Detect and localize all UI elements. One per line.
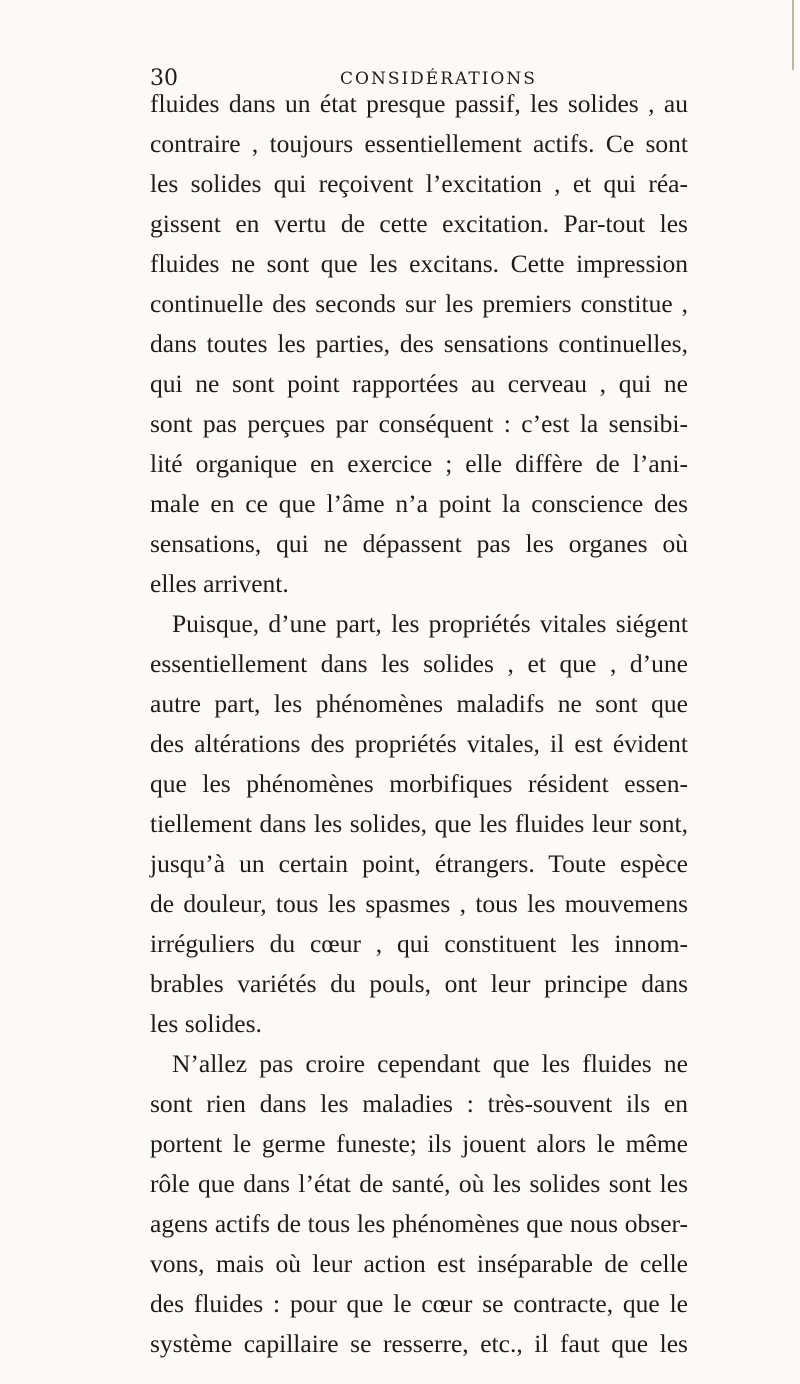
text-line: autre part, les phénomènes maladifs ne sont que bbox=[150, 689, 688, 718]
text-line: sont rien dans les maladies : très-souvent ils en bbox=[150, 1089, 688, 1118]
text-line: N’allez pas croire cependant que les fluides ne bbox=[172, 1049, 688, 1078]
text-line: dans toutes les parties, des sensations continuelles, bbox=[150, 329, 688, 358]
text-line: irréguliers du cœur , qui constituent les innom- bbox=[150, 929, 688, 958]
text-line: lité organique en exercice ; elle diffère de l’ani- bbox=[150, 449, 688, 478]
text-line: que les phénomènes morbifiques résident essen- bbox=[150, 769, 688, 798]
text-line: système capillaire se resserre, etc., il faut que les bbox=[150, 1329, 688, 1358]
text-line: elles arrivent. bbox=[150, 569, 289, 598]
text-line: rôle que dans l’état de santé, où les solides sont les bbox=[150, 1169, 688, 1198]
page-edge-line bbox=[792, 0, 794, 70]
running-head: CONSIDÉRATIONS bbox=[340, 69, 537, 89]
text-line: les solides qui reçoivent l’excitation , et qui réa- bbox=[150, 169, 688, 198]
text-line: les solides. bbox=[150, 1009, 262, 1038]
text-line: Puisque, d’une part, les propriétés vitales siégent bbox=[172, 609, 688, 638]
text-line: des altérations des propriétés vitales, il est évident bbox=[150, 729, 688, 758]
text-line: continuelle des seconds sur les premiers constitue , bbox=[150, 289, 688, 318]
text-line: des fluides : pour que le cœur se contracte, que le bbox=[150, 1289, 688, 1318]
text-line: brables variétés du pouls, ont leur principe dans bbox=[150, 969, 688, 998]
text-line: tiellement dans les solides, que les fluides leur sont, bbox=[150, 809, 688, 838]
text-line: vons, mais où leur action est inséparable de celle bbox=[150, 1249, 688, 1278]
text-line: sont pas perçues par conséquent : c’est la sensibi- bbox=[150, 409, 688, 438]
page-number: 30 bbox=[150, 66, 178, 91]
text-line: contraire , toujours essentiellement actifs. Ce sont bbox=[150, 129, 688, 158]
text-line: fluides dans un état presque passif, les solides , au bbox=[150, 89, 688, 118]
text-line: qui ne sont point rapportées au cerveau , qui ne bbox=[150, 369, 688, 398]
text-line: essentiellement dans les solides , et que , d’une bbox=[150, 649, 688, 678]
text-line: jusqu’à un certain point, étrangers. Toute espèce bbox=[150, 849, 688, 878]
text-line: fluides ne sont que les excitans. Cette impression bbox=[150, 249, 688, 278]
text-line: agens actifs de tous les phénomènes que nous obser- bbox=[150, 1209, 688, 1238]
text-line: gissent en vertu de cette excitation. Par-tout les bbox=[150, 209, 688, 238]
body-text bbox=[150, 84, 688, 1364]
text-line: portent le germe funeste; ils jouent alors le même bbox=[150, 1129, 688, 1158]
text-line: de douleur, tous les spasmes , tous les mouvemens bbox=[150, 889, 688, 918]
text-line: sensations, qui ne dépassent pas les organes où bbox=[150, 529, 688, 558]
text-line: male en ce que l’âme n’a point la conscience des bbox=[150, 489, 688, 518]
